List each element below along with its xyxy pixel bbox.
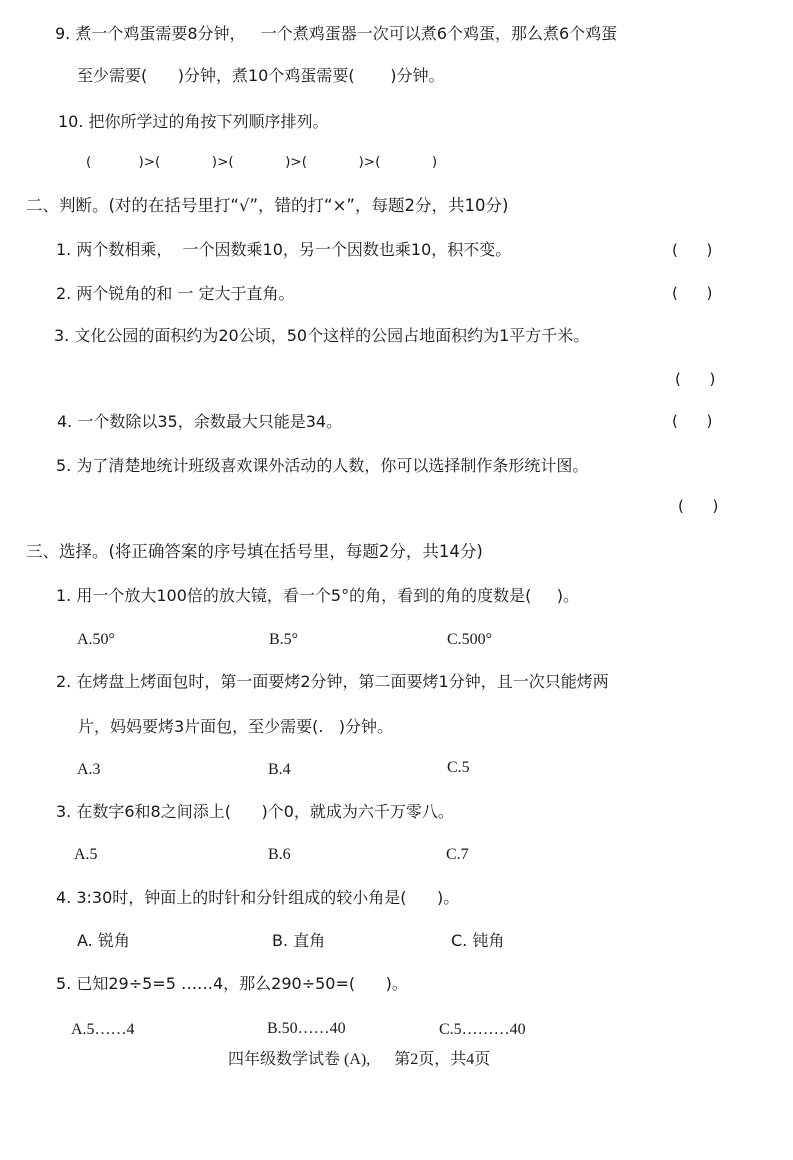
judge-item-2-blank: ( ): [672, 284, 713, 302]
choice-q4-option-c: C. 钝角: [451, 931, 505, 950]
judge-item-4-blank: ( ): [672, 412, 713, 430]
judge-item-5: 5. 为了清楚地统计班级喜欢课外活动的人数，你可以选择制作条形统计图。: [56, 456, 589, 475]
choice-q3: 3. 在数字6和8之间添上( )个0，就成为六千万零八。: [56, 802, 454, 821]
judge-item-3: 3. 文化公园的面积约为20公顷，50个这样的公园占地面积约为1平方千米。: [54, 326, 590, 345]
question-10-order-blanks: ( )>( )>( )>( )>( ): [86, 154, 438, 170]
choice-q5: 5. 已知29÷5=5 ……4，那么290÷50=( )。: [56, 974, 408, 993]
judge-item-1-blank: ( ): [672, 241, 713, 259]
choice-q2-option-b: B.4: [268, 761, 291, 778]
choice-q1-option-c: C.500°: [447, 631, 493, 648]
choice-q4-option-b: B. 直角: [272, 931, 326, 950]
choice-q2-line-2: 片，妈妈要烤3片面包，至少需要(. )分钟。: [78, 717, 394, 736]
choice-q4-option-a: A. 锐角: [77, 931, 130, 950]
choice-section-heading: 三、选择。(将正确答案的序号填在括号里，每题2分，共14分): [26, 542, 483, 561]
question-9-line-1: 9. 煮一个鸡蛋需要8分钟， 一个煮鸡蛋器一次可以煮6个鸡蛋，那么煮6个鸡蛋: [55, 24, 618, 43]
choice-q2-option-c: C.5: [447, 759, 470, 776]
judge-item-5-blank: ( ): [678, 497, 719, 515]
choice-q3-option-c: C.7: [446, 846, 469, 863]
choice-q5-option-c: C.5………40: [439, 1021, 526, 1038]
choice-q1: 1. 用一个放大100倍的放大镜，看一个5°的角，看到的角的度数是( )。: [56, 586, 579, 605]
question-10: 10. 把你所学过的角按下列顺序排列。: [58, 112, 329, 131]
judge-item-1: 1. 两个数相乘， 一个因数乘10，另一个因数也乘10，积不变。: [56, 240, 512, 259]
choice-q1-option-b: B.5°: [269, 631, 299, 648]
page-footer: 四年级数学试卷 (A), 第2页，共4页: [228, 1051, 491, 1068]
choice-q3-option-b: B.6: [268, 846, 291, 863]
choice-q4: 4. 3:30时，钟面上的时针和分针组成的较小角是( )。: [56, 888, 460, 907]
choice-q1-option-a: A.50°: [77, 631, 115, 648]
choice-q3-option-a: A.5: [74, 846, 98, 863]
choice-q2-option-a: A.3: [77, 761, 101, 778]
judge-item-4: 4. 一个数除以35，余数最大只能是34。: [57, 412, 343, 431]
judge-item-2: 2. 两个锐角的和 一 定大于直角。: [56, 284, 295, 303]
choice-q5-option-b: B.50……40: [267, 1020, 346, 1037]
choice-q2-line-1: 2. 在烤盘上烤面包时，第一面要烤2分钟，第二面要烤1分钟，且一次只能烤两: [56, 672, 609, 691]
choice-q5-option-a: A.5……4: [71, 1021, 135, 1038]
judge-item-3-blank: ( ): [675, 370, 716, 388]
question-9-line-2: 至少需要( )分钟，煮10个鸡蛋需要( )分钟。: [77, 66, 445, 85]
judge-section-heading: 二、判断。(对的在括号里打“√”，错的打“×”，每题2分，共10分): [26, 196, 509, 215]
